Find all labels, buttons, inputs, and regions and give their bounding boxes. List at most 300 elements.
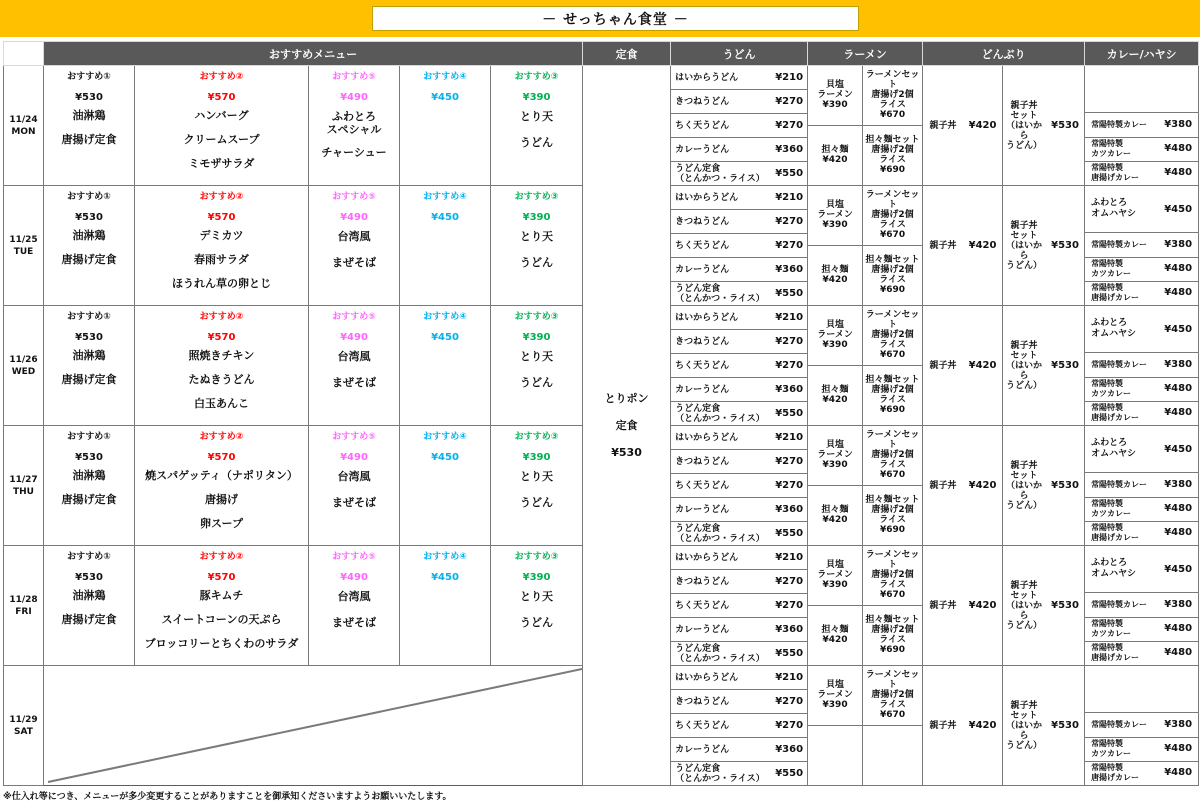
day-date: 11/24 (9, 114, 38, 125)
recommend-5-item: ふわとろ スペシャル (326, 110, 382, 136)
recommend-5-tag: おすすめ⑤ (332, 552, 376, 562)
ramen-cell (808, 186, 923, 306)
header-ramen: ラーメン (808, 42, 923, 66)
udon-price: ¥360 (775, 623, 804, 635)
day-date: 11/26 (9, 354, 38, 365)
recommend-1-tag: おすすめ① (67, 432, 111, 442)
recommend-5 (309, 426, 399, 545)
oyakodon-set-price: ¥530 (1051, 719, 1079, 731)
recommend-1-item: 油淋鶏 (72, 589, 106, 602)
oyakodon-name: 親子丼 (929, 720, 957, 731)
curry-cell (1085, 426, 1199, 546)
recommend-1-price: ¥530 (75, 572, 103, 583)
recommend-2-price: ¥570 (207, 332, 236, 343)
day-date: 11/27 (9, 474, 38, 485)
recommend-4-price: ¥450 (431, 452, 459, 463)
curry-cell (1085, 666, 1199, 786)
curry-special-name: ふわとろ オムハヤシ (1091, 558, 1136, 580)
curry-special (1085, 666, 1198, 713)
recommend-5-cell (309, 186, 400, 306)
udon-name: ちく天うどん (675, 600, 730, 611)
footnote: ※仕入れ等につき、メニューが多少変更することがありますことを御承知くださいますようお願いいたします。 (3, 792, 452, 802)
udon-name: きつねうどん (675, 576, 730, 587)
recommend-2-item: 白玉あんこ (194, 397, 249, 410)
donburi-cell (923, 546, 1085, 666)
udon-price: ¥270 (775, 719, 804, 731)
recommend-2-item: 春雨サラダ (194, 253, 249, 266)
recommend-2-price: ¥570 (207, 572, 236, 583)
udon-name: うどん定食 （とんかつ・ライス） (675, 163, 765, 184)
header-row (4, 42, 1199, 66)
teishoku-label: 定食 (615, 419, 638, 432)
recommend-1-item: 油淋鶏 (72, 109, 106, 122)
ramen-grid (808, 666, 922, 785)
oyakodon-name: 親子丼 (929, 120, 957, 131)
udon-cell (671, 666, 808, 786)
oyakodon-set-price: ¥530 (1051, 119, 1079, 131)
udon-name: カレーうどん (675, 264, 730, 275)
ramen-cell (808, 426, 923, 546)
teishoku-cell (583, 66, 671, 786)
curry-item (1085, 642, 1198, 665)
udon-name: カレーうどん (675, 624, 730, 635)
udon-price: ¥210 (775, 551, 804, 563)
udon-item (671, 594, 807, 618)
oyakodon-set-name: 親子丼 セット （はいから うどん） (1006, 580, 1043, 631)
udon-cell (671, 546, 808, 666)
udon-item (671, 354, 807, 378)
udon-name: カレーうどん (675, 504, 730, 515)
recommend-5-item: 台湾風 (337, 590, 371, 603)
udon-name: きつねうどん (675, 696, 730, 707)
udon-item (671, 210, 807, 234)
udon-item (671, 138, 807, 162)
udon-item (671, 714, 807, 738)
recommend-1-item: 油淋鶏 (72, 469, 106, 482)
curry-special (1085, 426, 1198, 473)
udon-name: はいからうどん (675, 192, 739, 203)
udon-item (671, 690, 807, 714)
udon-price: ¥360 (775, 143, 804, 155)
curry-list (1085, 546, 1198, 665)
curry-name: 常陽特製カレー (1091, 360, 1148, 369)
udon-item (671, 450, 807, 474)
teishoku-price: ¥530 (611, 446, 642, 459)
recommend-3-item: とり天 (520, 110, 554, 123)
curry-item (1085, 378, 1198, 402)
udon-name: はいからうどん (675, 552, 739, 563)
recommend-5-item: まぜそば (332, 616, 376, 629)
curry-price: ¥480 (1164, 647, 1193, 659)
curry-name: 常陽特製 唐揚げカレー (1091, 763, 1140, 783)
recommend-1-cell (44, 546, 135, 666)
udon-item (671, 738, 807, 762)
page-title: － せっちゃん食堂 － (372, 6, 859, 31)
curry-price: ¥380 (1164, 239, 1193, 250)
recommend-1-cell (44, 66, 135, 186)
header-udon: うどん (671, 42, 808, 66)
udon-price: ¥210 (775, 71, 804, 83)
recommend-2-price: ¥570 (207, 212, 236, 223)
ramen-tantan (808, 726, 863, 786)
udon-price: ¥550 (775, 647, 804, 659)
udon-item (671, 426, 807, 450)
recommend-2-price: ¥570 (207, 92, 236, 103)
header-donburi: どんぶり (923, 42, 1085, 66)
day-of-week: MON (11, 126, 36, 137)
recommend-1 (44, 186, 134, 305)
recommend-4-cell (400, 426, 491, 546)
curry-name: 常陽特製カレー (1091, 240, 1148, 249)
curry-name: 常陽特製 カツカレー (1091, 739, 1132, 759)
saturday-blank-cell (44, 666, 583, 786)
udon-price: ¥210 (775, 671, 804, 683)
curry-name: 常陽特製 カツカレー (1091, 139, 1132, 159)
recommend-3-price: ¥390 (522, 572, 551, 583)
recommend-5-cell (309, 546, 400, 666)
ramen-grid (808, 546, 922, 665)
ramen-set: ラーメンセッ ト 唐揚げ2個 ライス ¥670 (863, 186, 922, 246)
curry-list (1085, 666, 1198, 785)
udon-list (671, 426, 807, 545)
oyakodon-set-price: ¥530 (1051, 599, 1079, 611)
donburi-cell (923, 186, 1085, 306)
udon-item (671, 762, 807, 785)
recommend-2-item: クリームスープ (183, 133, 260, 146)
recommend-3 (491, 426, 582, 545)
recommend-1 (44, 306, 134, 425)
recommend-4-cell (400, 546, 491, 666)
ramen-set: ラーメンセッ ト 唐揚げ2個 ライス ¥670 (863, 306, 922, 366)
curry-special-price: ¥450 (1164, 203, 1193, 215)
curry-name: 常陽特製 カツカレー (1091, 499, 1132, 519)
recommend-5-price: ¥490 (340, 212, 368, 223)
recommend-4-tag: おすすめ④ (423, 312, 467, 322)
recommend-3-item: うどん (520, 256, 554, 269)
recommend-2-item: スイートコーンの天ぷら (161, 613, 282, 626)
recommend-5-item: チャーシュー (321, 146, 387, 159)
donburi-cell (923, 66, 1085, 186)
recommend-2 (135, 306, 308, 425)
curry-price: ¥480 (1164, 383, 1193, 395)
udon-price: ¥550 (775, 287, 804, 299)
oyakodon-set-price: ¥530 (1051, 239, 1079, 251)
recommend-2-tag: おすすめ② (199, 552, 244, 562)
recommend-5 (309, 546, 399, 665)
udon-item (671, 90, 807, 114)
recommend-4-tag: おすすめ④ (423, 552, 467, 562)
recommend-5 (309, 306, 399, 425)
udon-name: うどん定食 （とんかつ・ライス） (675, 523, 765, 544)
recommend-2 (135, 66, 308, 185)
curry-price: ¥380 (1164, 119, 1193, 130)
udon-price: ¥550 (775, 767, 804, 779)
curry-name: 常陽特製カレー (1091, 480, 1148, 489)
ramen-tantan: 担々麺 ¥420 (808, 486, 863, 546)
udon-price: ¥550 (775, 167, 804, 179)
recommend-3-item: うどん (520, 616, 554, 629)
curry-item (1085, 713, 1198, 737)
recommend-2-item: 焼スパゲッティ（ナポリタン） (145, 469, 298, 482)
recommend-1-item: 油淋鶏 (72, 349, 106, 362)
donburi-cell (923, 666, 1085, 786)
curry-price: ¥480 (1164, 263, 1193, 275)
recommend-1-price: ¥530 (75, 332, 103, 343)
udon-item (671, 258, 807, 282)
udon-name: ちく天うどん (675, 120, 730, 131)
recommend-4-cell (400, 66, 491, 186)
recommend-5-tag: おすすめ⑤ (332, 312, 376, 322)
menu-table (3, 41, 1199, 786)
udon-price: ¥270 (775, 455, 804, 467)
udon-name: はいからうどん (675, 312, 739, 323)
udon-list (671, 306, 807, 425)
recommend-4-tag: おすすめ④ (423, 72, 467, 82)
ramen-grid (808, 66, 922, 185)
udon-cell (671, 66, 808, 186)
oyakodon-name: 親子丼 (929, 600, 957, 611)
curry-special-name: ふわとろ オムハヤシ (1091, 438, 1136, 460)
curry-name: 常陽特製 唐揚げカレー (1091, 523, 1140, 543)
header-day (4, 42, 44, 66)
day-cell (4, 666, 44, 786)
recommend-2-item: 照焼きチキン (188, 349, 255, 362)
curry-item (1085, 738, 1198, 762)
recommend-3-price: ¥390 (522, 332, 551, 343)
ramen-shio: 貝塩 ラーメン ¥390 (808, 66, 863, 126)
recommend-3-item: とり天 (520, 590, 554, 603)
ramen-shio: 貝塩 ラーメン ¥390 (808, 186, 863, 246)
udon-price: ¥360 (775, 383, 804, 395)
ramen-grid (808, 426, 922, 545)
curry-special (1085, 546, 1198, 593)
udon-name: カレーうどん (675, 384, 730, 395)
curry-list (1085, 306, 1198, 425)
donburi-cell (923, 426, 1085, 546)
recommend-5-price: ¥490 (340, 332, 368, 343)
oyakodon-price: ¥420 (963, 66, 1003, 185)
udon-item (671, 522, 807, 545)
ramen-tantan: 担々麺 ¥420 (808, 126, 863, 186)
curry-name: 常陽特製 カツカレー (1091, 379, 1132, 399)
udon-price: ¥270 (775, 479, 804, 491)
curry-item (1085, 353, 1198, 377)
recommend-5-item: 台湾風 (337, 470, 371, 483)
recommend-1-tag: おすすめ① (67, 72, 111, 82)
curry-price: ¥380 (1164, 719, 1193, 730)
recommend-2-item: ブロッコリーとちくわのサラダ (144, 637, 299, 650)
ramen-set: ラーメンセッ ト 唐揚げ2個 ライス ¥670 (863, 66, 922, 126)
udon-name: きつねうどん (675, 96, 730, 107)
recommend-2 (135, 186, 308, 305)
recommend-2-item: デミカツ (199, 229, 244, 242)
udon-name: カレーうどん (675, 144, 730, 155)
recommend-3-price: ¥390 (522, 452, 551, 463)
ramen-grid (808, 186, 922, 305)
ramen-shio: 貝塩 ラーメン ¥390 (808, 426, 863, 486)
recommend-3-item: うどん (520, 496, 554, 509)
recommend-4 (400, 546, 490, 665)
udon-price: ¥550 (775, 527, 804, 539)
curry-cell (1085, 186, 1199, 306)
udon-name: うどん定食 （とんかつ・ライス） (675, 283, 765, 304)
udon-name: うどん定食 （とんかつ・ライス） (675, 763, 765, 784)
curry-item (1085, 498, 1198, 522)
oyakodon-price: ¥420 (963, 666, 1003, 785)
udon-item (671, 306, 807, 330)
ramen-set: ラーメンセッ ト 唐揚げ2個 ライス ¥670 (863, 426, 922, 486)
curry-price: ¥480 (1164, 407, 1193, 419)
curry-price: ¥480 (1164, 503, 1193, 515)
curry-cell (1085, 546, 1199, 666)
curry-name: 常陽特製 カツカレー (1091, 619, 1132, 639)
recommend-1-cell (44, 186, 135, 306)
curry-item (1085, 162, 1198, 185)
recommend-5-cell (309, 66, 400, 186)
recommend-1 (44, 546, 134, 665)
oyakodon-name: 親子丼 (929, 480, 957, 491)
recommend-2-item: ハンバーグ (194, 109, 249, 122)
recommend-1-item: 唐揚げ定食 (61, 373, 117, 386)
recommend-4 (400, 306, 490, 425)
udon-price: ¥270 (775, 239, 804, 251)
recommend-2-item: ほうれん草の卵とじ (172, 277, 271, 290)
udon-price: ¥270 (775, 575, 804, 587)
recommend-2-item: 豚キムチ (199, 589, 244, 602)
ramen-tantan-set: 担々麺セット 唐揚げ2個 ライス ¥690 (865, 615, 920, 656)
udon-cell (671, 186, 808, 306)
recommend-4-tag: おすすめ④ (423, 192, 467, 202)
curry-special (1085, 306, 1198, 353)
udon-name: ちく天うどん (675, 720, 730, 731)
recommend-4 (400, 426, 490, 545)
ramen-tantan-set: 担々麺セット 唐揚げ2個 ライス ¥690 (865, 375, 920, 416)
recommend-1-item: 唐揚げ定食 (61, 253, 117, 266)
day-date: 11/29 (9, 714, 38, 725)
ramen-tantan-set: 担々麺セット 唐揚げ2個 ライス ¥690 (865, 135, 920, 176)
recommend-4-cell (400, 306, 491, 426)
curry-item (1085, 402, 1198, 425)
day-cell (4, 426, 44, 546)
recommend-2-tag: おすすめ② (199, 312, 244, 322)
donburi-wrap (923, 306, 1084, 425)
donburi-cell (923, 306, 1085, 426)
day-of-week: THU (13, 486, 34, 497)
udon-price: ¥270 (775, 695, 804, 707)
udon-price: ¥270 (775, 119, 804, 131)
recommend-3-item: とり天 (520, 350, 554, 363)
udon-item (671, 474, 807, 498)
udon-price: ¥270 (775, 359, 804, 371)
udon-name: きつねうどん (675, 336, 730, 347)
recommend-3-cell (491, 426, 583, 546)
day-cell (4, 306, 44, 426)
recommend-1 (44, 426, 134, 545)
recommend-1-item: 唐揚げ定食 (61, 133, 117, 146)
recommend-5-cell (309, 306, 400, 426)
oyakodon-set-name: 親子丼 セット （はいから うどん） (1006, 100, 1043, 151)
recommend-3-tag: おすすめ③ (514, 432, 559, 442)
udon-item (671, 618, 807, 642)
day-cell (4, 546, 44, 666)
curry-item (1085, 593, 1198, 617)
donburi-wrap (923, 66, 1084, 185)
recommend-5-price: ¥490 (340, 452, 368, 463)
udon-price: ¥270 (775, 95, 804, 107)
ramen-set: ラーメンセッ ト 唐揚げ2個 ライス ¥670 (863, 666, 922, 726)
curry-item (1085, 258, 1198, 282)
recommend-1-item: 唐揚げ定食 (61, 613, 117, 626)
udon-list (671, 666, 807, 785)
udon-list (671, 186, 807, 305)
day-row (4, 66, 1199, 186)
oyakodon-set-price: ¥530 (1051, 479, 1079, 491)
udon-name: うどん定食 （とんかつ・ライス） (675, 643, 765, 664)
day-of-week: TUE (13, 246, 34, 257)
oyakodon-set-name: 親子丼 セット （はいから うどん） (1006, 340, 1043, 391)
oyakodon-price: ¥420 (963, 426, 1003, 545)
recommend-4-tag: おすすめ④ (423, 432, 467, 442)
curry-price: ¥380 (1164, 479, 1193, 490)
recommend-1-tag: おすすめ① (67, 192, 111, 202)
curry-price: ¥480 (1164, 623, 1193, 635)
recommend-3-price: ¥390 (522, 92, 551, 103)
donburi-wrap (923, 666, 1084, 785)
curry-item (1085, 282, 1198, 305)
diagonal-line (44, 666, 583, 785)
udon-item (671, 282, 807, 305)
oyakodon-name: 親子丼 (929, 360, 957, 371)
curry-special-price: ¥450 (1164, 563, 1193, 575)
ramen-tantan-set: 担々麺セット 唐揚げ2個 ライス ¥690 (865, 255, 920, 296)
recommend-3 (491, 186, 582, 305)
recommend-1-price: ¥530 (75, 92, 103, 103)
recommend-2-cell (135, 186, 309, 306)
recommend-5-tag: おすすめ⑤ (332, 432, 376, 442)
recommend-5-tag: おすすめ⑤ (332, 192, 376, 202)
recommend-1-item: 油淋鶏 (72, 229, 106, 242)
recommend-5-price: ¥490 (340, 92, 368, 103)
recommend-2-item: ミモザサラダ (188, 157, 255, 170)
udon-name: はいからうどん (675, 432, 739, 443)
day-cell (4, 186, 44, 306)
udon-item (671, 378, 807, 402)
curry-item (1085, 618, 1198, 642)
ramen-grid (808, 306, 922, 425)
udon-name: きつねうどん (675, 456, 730, 467)
recommend-2-cell (135, 426, 309, 546)
curry-item (1085, 762, 1198, 785)
udon-name: ちく天うどん (675, 240, 730, 251)
udon-name: はいからうどん (675, 72, 739, 83)
udon-name: うどん定食 （とんかつ・ライス） (675, 403, 765, 424)
udon-name: ちく天うどん (675, 360, 730, 371)
curry-name: 常陽特製 唐揚げカレー (1091, 403, 1140, 423)
recommend-2-cell (135, 306, 309, 426)
curry-price: ¥380 (1164, 359, 1193, 370)
ramen-cell (808, 66, 923, 186)
udon-price: ¥270 (775, 335, 804, 347)
udon-item (671, 666, 807, 690)
recommend-4-price: ¥450 (431, 92, 459, 103)
udon-list (671, 546, 807, 665)
recommend-2-item: たぬきうどん (188, 373, 255, 386)
recommend-2 (135, 546, 308, 665)
recommend-1 (44, 66, 134, 185)
udon-cell (671, 306, 808, 426)
recommend-3-cell (491, 306, 583, 426)
ramen-cell (808, 666, 923, 786)
